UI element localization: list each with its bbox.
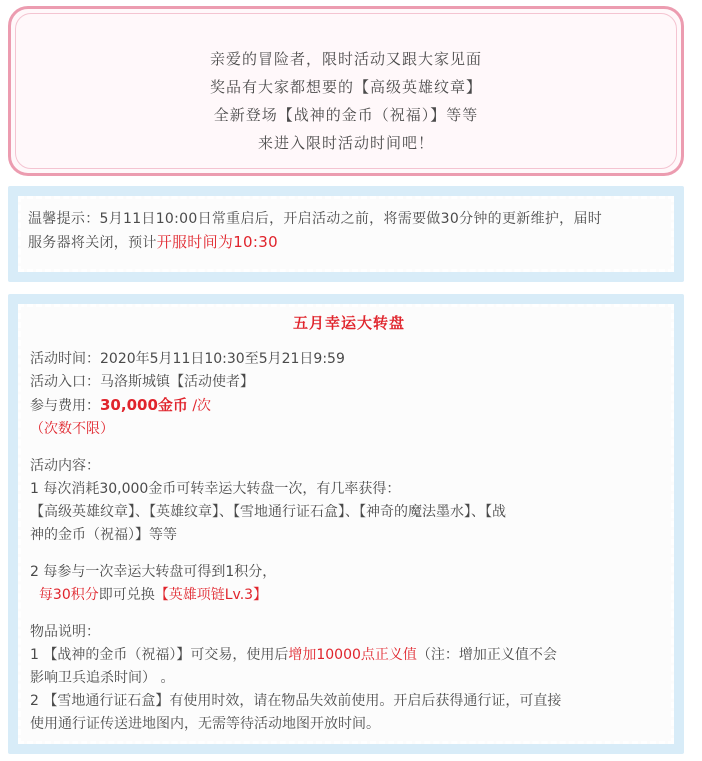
- content-1-items-a: 【高级英雄纹章】、【英雄纹章】、【雪地通行证石盒】、【神奇的魔法墨水】、【战: [30, 504, 506, 520]
- server-open-time: 开服时间为10:30: [156, 233, 278, 251]
- event-time: 活动时间：2020年5月11日10:30至5月21日9:59: [30, 351, 345, 367]
- fee-note: （次数不限）: [30, 421, 114, 437]
- content-1-items-b: 神的金币（祝福）】等等: [30, 527, 177, 543]
- event-entry: 活动入口：马洛斯城镇【活动使者】: [30, 374, 254, 390]
- exchange-reward: 【英雄项链Lv.3】: [154, 587, 268, 603]
- intro-text: [11, 45, 681, 157]
- content-heading: 活动内容：: [30, 458, 100, 474]
- notice-line-1: 温馨提示：5月11日10:00日常重启后，开启活动之前，将需要做30分钟的更新维护，届时: [28, 211, 603, 227]
- event-body: [30, 312, 668, 736]
- notice-line-2-prefix: 服务器将关闭，预计: [28, 235, 157, 251]
- content-2: 2 每参与一次幸运大转盘可得到1积分，: [30, 564, 277, 580]
- exchange-text: 即可兑换: [98, 587, 155, 603]
- event-title: 五月幸运大转盘: [292, 314, 405, 332]
- maintenance-notice: [8, 186, 684, 282]
- fee-unit: /次: [187, 398, 212, 414]
- notice-line-2: [28, 231, 666, 255]
- spacer: [30, 547, 668, 561]
- spacer: [30, 607, 668, 621]
- spacer: [30, 441, 668, 455]
- item-1-text: 1 【战神的金币（祝福）】可交易，使用后: [30, 647, 289, 663]
- item-1-bonus: 增加10000点正义值: [288, 647, 417, 663]
- intro-line: 亲爱的冒险者，限时活动又跟大家见面: [209, 50, 482, 68]
- item-2-b: 使用通行证传送进地图内，无需等待活动地图开放时间。: [30, 716, 380, 732]
- points-required: 每30积分: [38, 587, 99, 603]
- item-2-a: 2 【雪地通行证石盒】有使用时效，请在物品失效前使用。开启后获得通行证，可直接: [30, 693, 562, 709]
- items-heading: 物品说明：: [30, 624, 100, 640]
- intro-line: 奖品有大家都想要的【高级英雄纹章】: [209, 78, 482, 96]
- notice-text: [28, 208, 666, 255]
- fee-label: 参与费用：: [30, 398, 100, 414]
- intro-line: 来进入限时活动时间吧！: [257, 134, 434, 152]
- event-fee: [30, 394, 668, 418]
- fee-value: 30,000金币: [100, 396, 188, 414]
- content-2-exchange: [30, 584, 668, 607]
- item-1-note: （注：增加正义值不会: [416, 647, 557, 663]
- item-1-cont: 影响卫兵追杀时间） 。: [30, 670, 175, 686]
- intro-line: 全新登场【战神的金币（祝福）】等等: [213, 106, 479, 124]
- intro-banner: [8, 6, 684, 176]
- content-1: 1 每次消耗30,000金币可转幸运大转盘一次，有几率获得：: [30, 481, 401, 497]
- item-1: [30, 644, 668, 667]
- event-panel: [8, 294, 684, 754]
